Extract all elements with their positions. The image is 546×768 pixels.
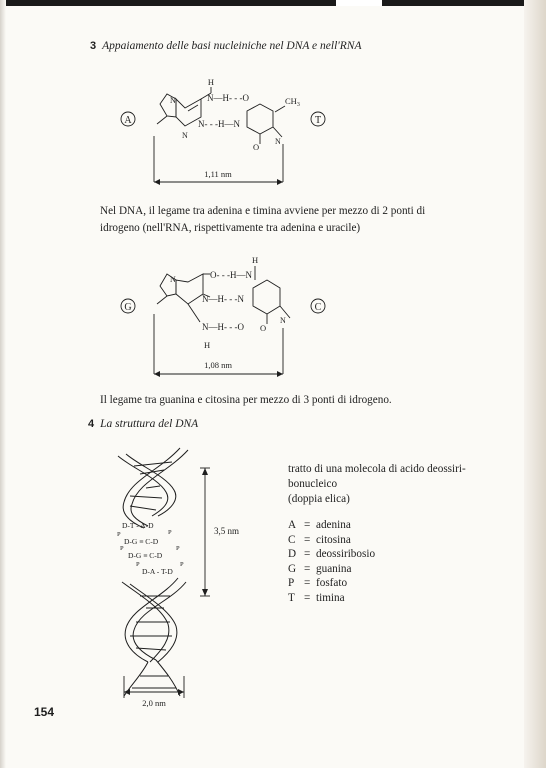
guanine-label: G — [124, 302, 132, 313]
adenine-ring-n: N — [170, 96, 176, 105]
legend-item: P = fosfato — [288, 577, 348, 589]
adenine-label: A — [124, 115, 132, 126]
strand-1-upper — [123, 448, 180, 528]
guanine-cytosine-diagram — [110, 252, 350, 382]
thymine-o: O — [253, 142, 260, 152]
width-label: 2,0 nm — [142, 698, 166, 708]
thymine-ch3: $CH_3$ — [285, 96, 300, 108]
rung-3: D-G ≡ C-D — [128, 551, 163, 560]
gc-distance-label: 1,08 nm — [204, 360, 232, 370]
legend-item: C = citosina — [288, 533, 351, 546]
guanine-top-bond: O- - -H—N — [210, 270, 252, 280]
description-line-1: tratto di una molecola di acido deossiri- — [288, 463, 466, 475]
adenine-thymine-diagram — [110, 74, 350, 194]
gc-caption: Il legame tra guanina e citosina per mezzo di 3 ponti di idrogeno. — [100, 394, 392, 406]
phosphate-label-4: P — [176, 545, 180, 552]
legend-item: D = deossiribosio — [288, 548, 376, 560]
adenine-mid-bond: N- - -H—N — [198, 119, 240, 129]
at-caption-line-2: idrogeno (nell'RNA, rispettivamente tra adenina e uracile) — [100, 222, 361, 234]
scan-right-edge — [524, 0, 546, 768]
at-distance-label: 1,11 nm — [204, 169, 232, 179]
cytosine-label: C — [314, 302, 322, 313]
at-caption-line-1: Nel DNA, il legame tra adenina e timina avviene per mezzo di 2 ponti di — [100, 205, 426, 217]
adenine-h: H — [207, 77, 215, 87]
rung-1: D-T - A-D — [122, 521, 154, 530]
legend-item: A = adenina — [288, 519, 351, 531]
description-line-3: (doppia elica) — [288, 493, 350, 505]
guanine-mid-bond: N—H- - -N — [202, 294, 244, 304]
guanine-ring-n: N — [170, 275, 176, 284]
thymine-label: T — [314, 115, 322, 126]
legend-item: T = timina — [288, 591, 345, 604]
pitch-label: 3,5 nm — [214, 526, 240, 536]
cytosine-o: O — [260, 323, 267, 333]
helix-description — [288, 462, 466, 507]
adenine-ring-n2: N — [182, 131, 188, 140]
section-3-number: 3 — [90, 40, 97, 52]
scan-left-shadow — [0, 0, 6, 768]
phosphate-label-5: P — [136, 561, 140, 568]
thymine-ring-n: N — [275, 137, 281, 146]
phosphate-label-6: P — [180, 561, 184, 568]
page-number: 154 — [34, 705, 55, 719]
at-caption — [100, 203, 425, 237]
cytosine-ring-n: N — [280, 316, 286, 325]
rung-4: D-A - T-D — [142, 567, 173, 576]
phosphate-label-3: P — [120, 545, 124, 552]
description-line-2: bonucleico — [288, 478, 338, 490]
phosphate-label-2: P — [168, 529, 172, 536]
section-3-title: Appaiamento delle basi nucleiniche nel DNA e nell'RNA — [102, 40, 362, 52]
dna-double-helix — [100, 440, 280, 710]
guanine-bottom-bond: N—H- - -O — [202, 322, 244, 332]
cytosine-h-top: H — [252, 255, 259, 265]
section-3-heading — [90, 40, 361, 52]
adenine-top-bond: N—H- - -O — [207, 93, 249, 103]
rung-2: D-G ≡ C-D — [124, 537, 159, 546]
legend-item: G = guanina — [288, 562, 352, 575]
abbreviation-legend — [288, 518, 375, 605]
scan-top-edge — [0, 0, 546, 6]
guanine-h-bottom: H — [204, 340, 211, 350]
section-4-heading — [88, 418, 198, 430]
section-4-title: La struttura del DNA — [100, 418, 199, 430]
scan-top-mark — [336, 0, 382, 6]
section-4-number: 4 — [88, 418, 95, 430]
phosphate-label-1: P — [117, 531, 121, 538]
